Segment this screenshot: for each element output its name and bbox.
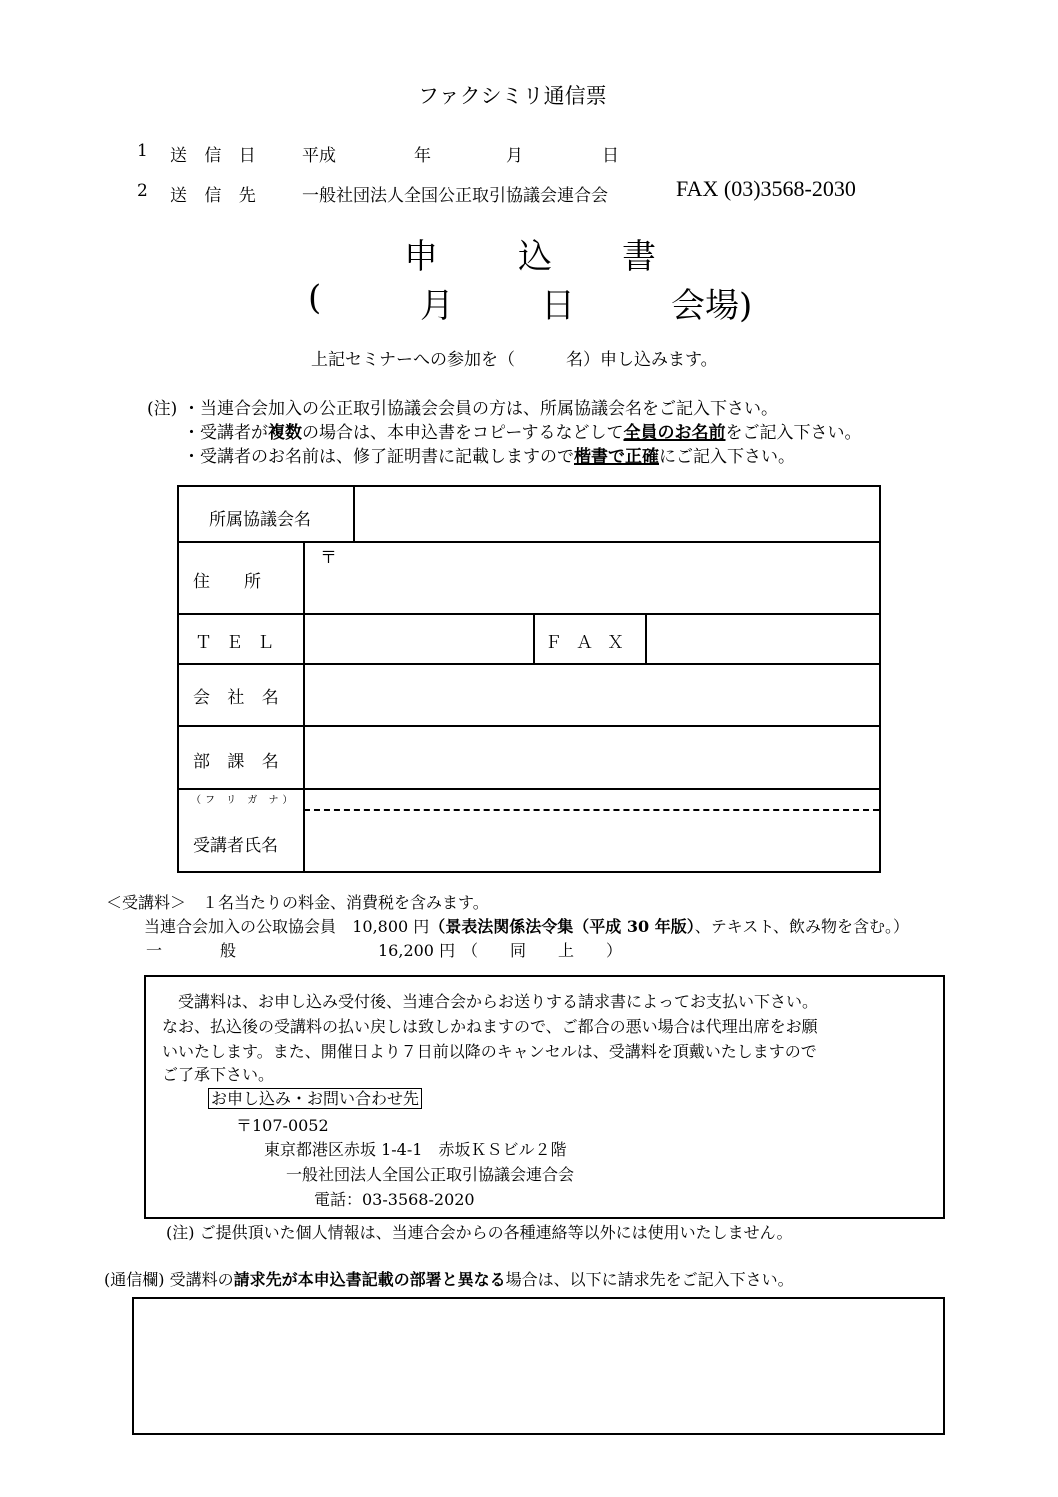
application-form [177,485,881,873]
general-fee-note: （ 同 上 ） [462,941,623,960]
payment-info-box [144,975,945,1219]
association-field[interactable] [355,487,879,539]
contact-phone: 電話：03-3568-2020 [314,1190,475,1209]
note-2-part-c: の場合は、本申込書をコピーするなどして [302,423,624,443]
venue-label: 会場) [671,286,753,326]
member-fee-price: 10,800 円 [352,917,430,936]
furigana-dashed-divider [304,809,879,811]
heading-char-1: 申 [404,237,438,277]
note-2-emphasis-names: 全員のお名前 [623,423,726,443]
row1-number: 1 [137,141,148,161]
attendee-name-field[interactable] [305,812,879,871]
note-3 [183,442,795,467]
company-field[interactable] [305,665,879,723]
note-3-emphasis-block: 楷書で正確 [574,447,659,467]
company-label: 会 社 名 [193,688,285,708]
department-field[interactable] [305,727,879,786]
comm-emphasis: 請求先が本申込書記載の部署と異なる [233,1270,506,1289]
fax-label: ＦＡＸ [545,633,638,653]
heading-char-2: 込 [518,237,552,277]
fax-field[interactable] [647,615,879,661]
contact-label: お申し込み・お問い合わせ先 [208,1088,422,1109]
info-paragraph-3: いいたします。また、開催日より７日前以降のキャンセルは、受講料を頂戴いたしますので [162,1042,817,1061]
venue-day: 日 [541,286,575,326]
note-1: ・当連合会加入の公正取引協議会会員の方は、所属協議会名をご記入下さい。 [183,399,778,419]
note-2-part-a: ・受講者が [183,423,268,443]
furigana-label: （フ リ ガ ナ） [191,795,297,806]
era-label: 平成 [302,146,336,166]
general-fee-price: 16,200 円 [378,941,456,960]
heading-char-3: 書 [622,237,656,277]
comm-line [104,1267,794,1290]
association-label: 所属協議会名 [209,510,311,530]
department-label: 部 課 名 [193,752,285,772]
comm-part-a: (通信欄) 受講料の [104,1270,234,1289]
contact-address: 東京都港区赤坂 1-4-1 赤坂ＫＳビル２階 [264,1140,567,1159]
day-label: 日 [602,146,619,166]
note-3-part-a: ・受講者のお名前は、修了証明書に記載しますので [183,447,574,467]
notes-prefix: (注) [147,399,178,419]
info-paragraph-1: 受講料は、お申し込み受付後、当連合会からお送りする請求書によってお支払い下さい。 [178,992,819,1011]
row2-number: 2 [137,181,148,201]
fees-heading: ＜受講料＞ １名当たりの料金、消費税を含みます。 [106,893,489,912]
venue-open-paren: ( [308,278,322,318]
privacy-note: (注) ご提供頂いた個人情報は、当連合会からの各種連絡等以外には使用いたしません。 [166,1223,793,1242]
tel-label: ＴＥＬ [195,633,288,653]
info-paragraph-4: ご了承下さい。 [162,1065,275,1084]
send-to-label: 送 信 先 [170,186,262,206]
member-fee-label: 当連合会加入の公取協会員 [144,917,337,936]
address-label: 住 所 [193,572,261,592]
fax-number: FAX (03)3568-2030 [676,176,856,201]
month-label: 月 [506,146,523,166]
member-fee-note-bold: （景表法関係法令集（平成 30 年版） [429,917,695,936]
address-field[interactable] [305,543,879,611]
furigana-field[interactable] [305,790,879,808]
tel-field[interactable] [305,615,531,661]
contact-postal: 〒107-0052 [236,1116,329,1135]
note-2 [183,418,861,443]
venue-month: 月 [420,286,454,326]
member-fee-note: 、テキスト、飲み物を含む。） [694,917,909,936]
destination-org: 一般社団法人全国公正取引協議会連合会 [302,186,608,206]
member-fee-line [144,914,909,937]
form-column-divider [533,613,535,663]
general-fee-label-1: 一 [146,941,163,960]
contact-organization: 一般社団法人全国公正取引協議会連合会 [286,1165,575,1184]
contact-heading [208,1086,422,1109]
participants-line: 上記セミナーへの参加を（ 名）申し込みます。 [311,350,718,370]
note-2-part-e: をご記入下さい。 [725,423,862,443]
fax-title: ファクシミリ通信票 [418,84,607,108]
general-fee-label-2: 般 [220,941,237,960]
note-2-emphasis-plural: 複数 [268,423,302,443]
note-3-part-c: にご記入下さい。 [659,447,795,467]
attendee-name-label: 受講者氏名 [193,836,278,856]
info-paragraph-2: なお、払込後の受講料の払い戻しは致しかねますので、ご都合の悪い場合は代理出席をお願 [162,1017,818,1036]
comm-part-c: 場合は、以下に請求先をご記入下さい。 [505,1270,794,1289]
communication-field[interactable] [132,1297,945,1435]
send-date-label: 送 信 日 [170,146,262,166]
year-label: 年 [414,146,431,166]
postal-mark: 〒 [320,548,337,568]
